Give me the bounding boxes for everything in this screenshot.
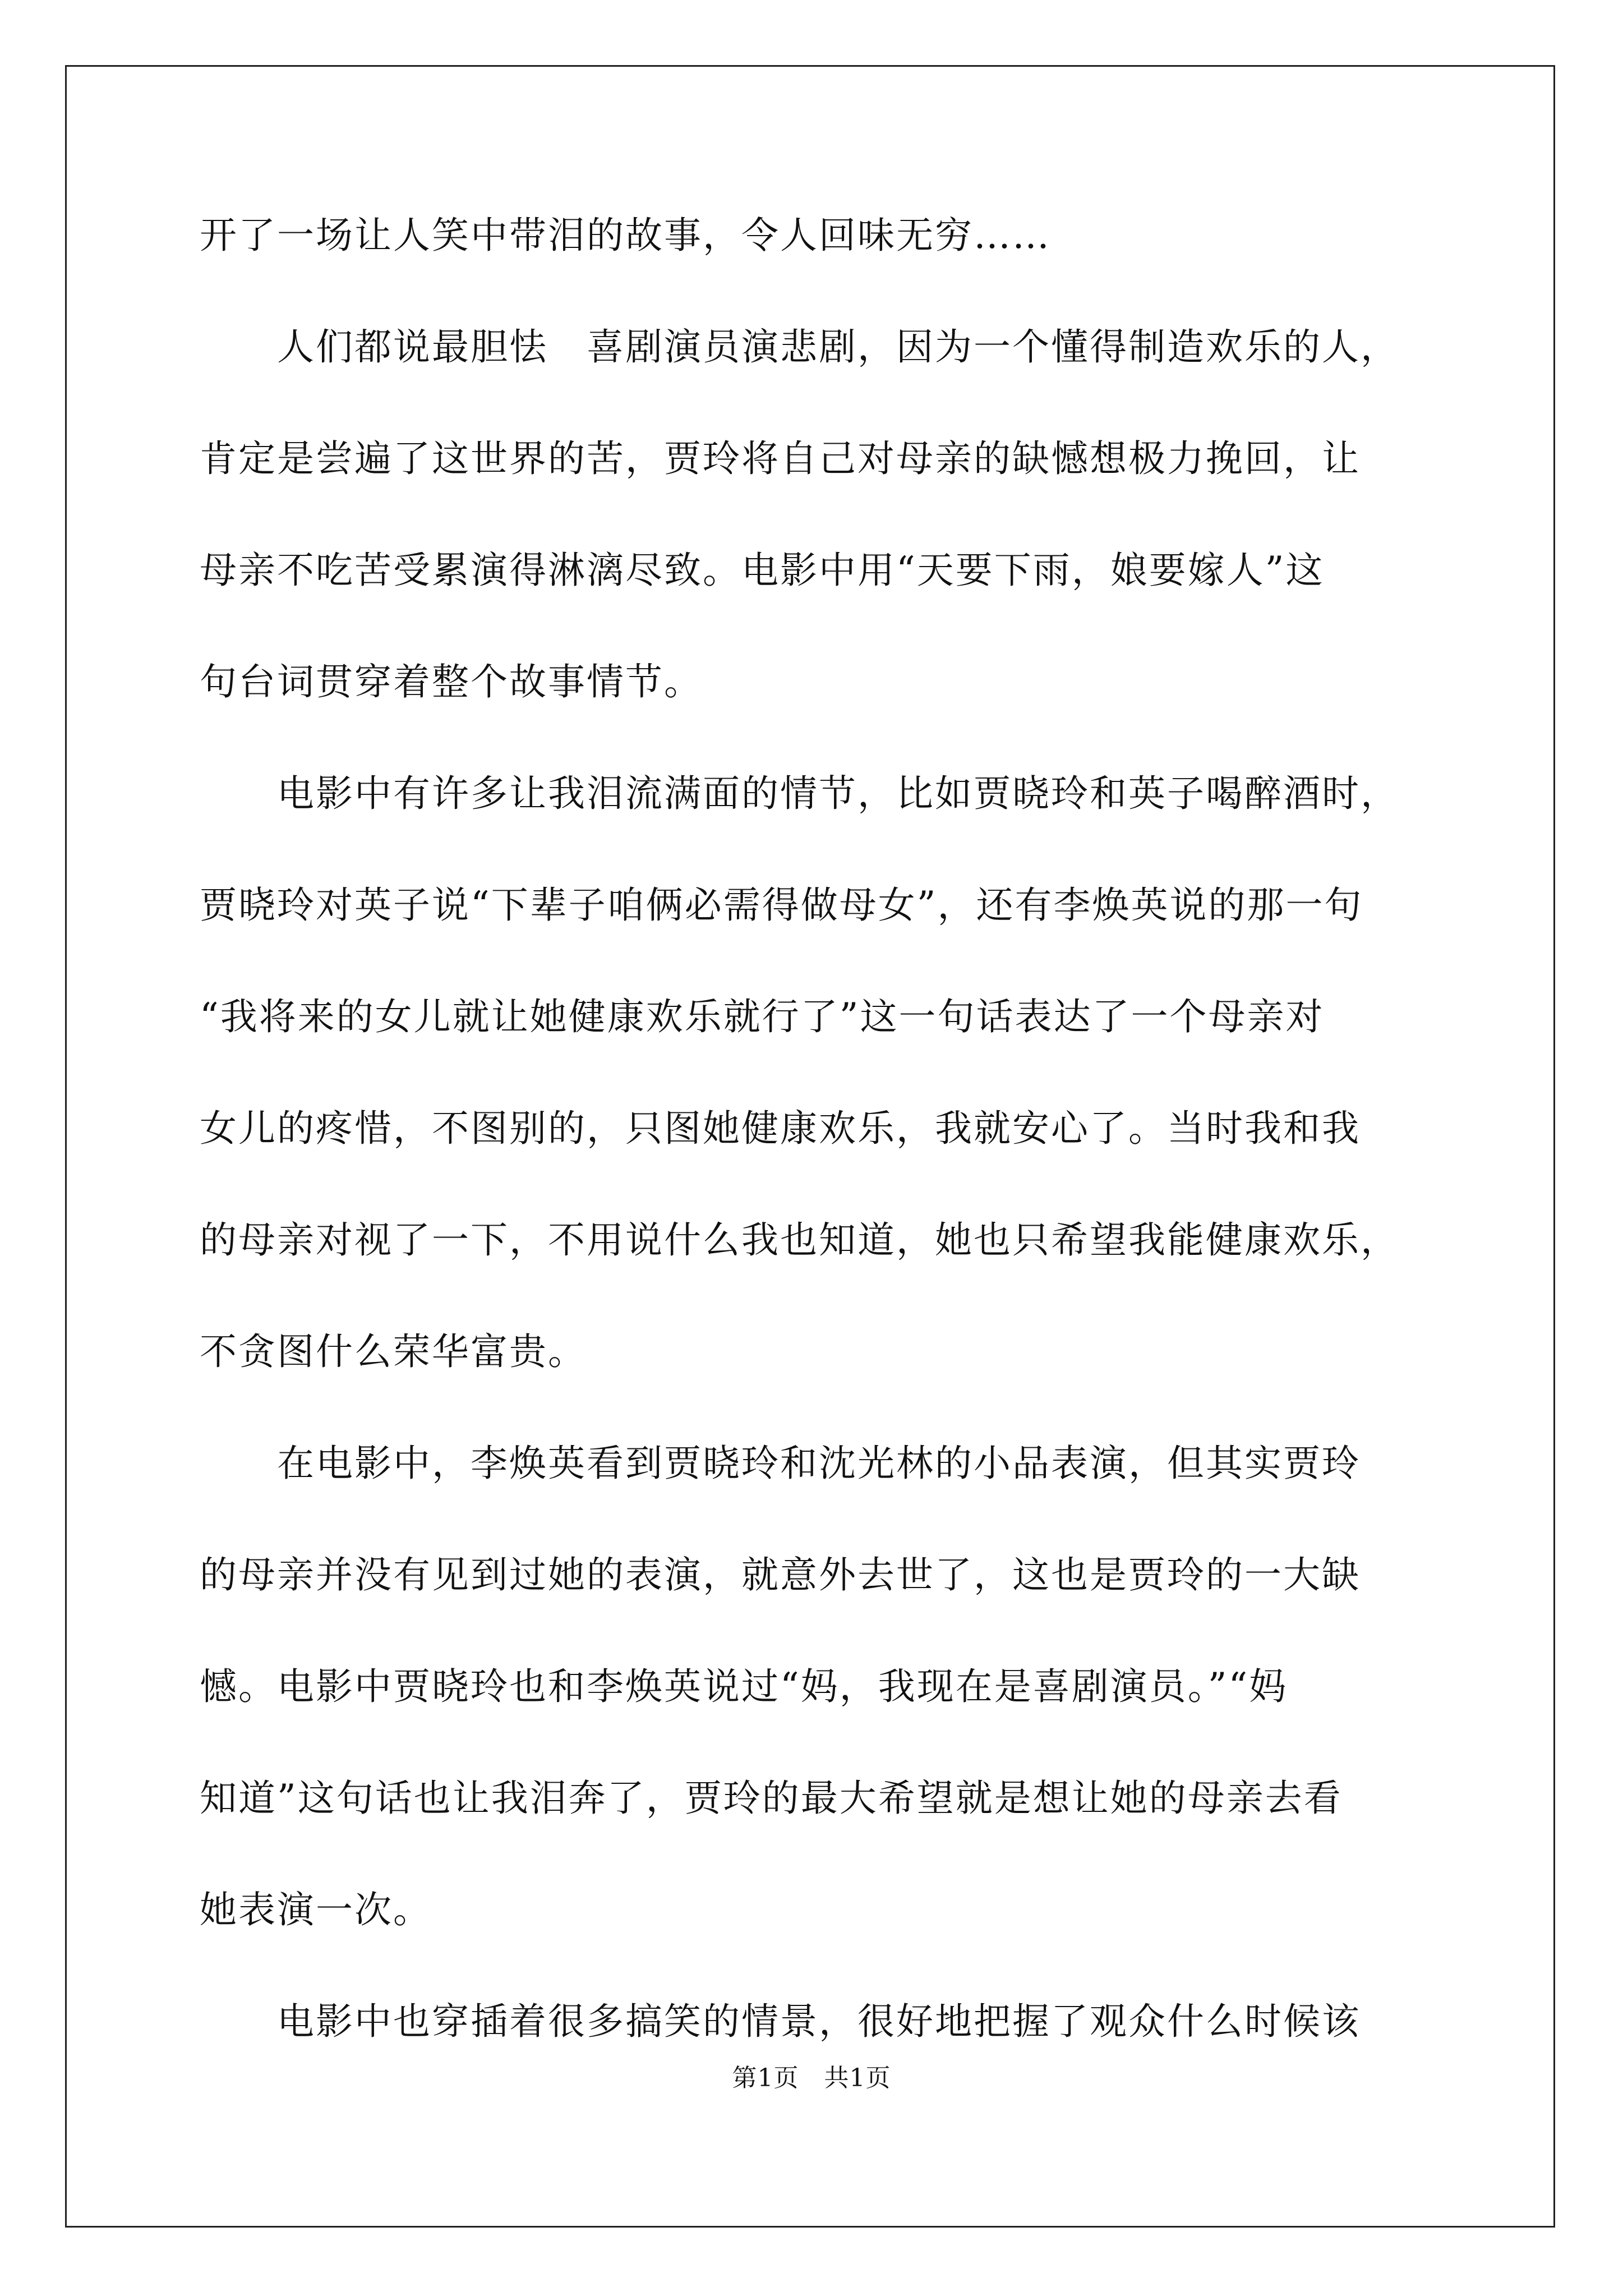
text-line: 开了一场让人笑中带泪的故事，令人回味无穷…… [200,214,1051,257]
text-line: 电影中有许多让我泪流满面的情节，比如贾晓玲和英子喝醉酒时， [200,772,1399,815]
text-line: 的母亲对视了一下，不用说什么我也知道，她也只希望我能健康欢乐， [200,1218,1399,1262]
text-line: 女儿的疼惜，不图别的，只图她健康欢乐，我就安心了。当时我和我 [200,1107,1361,1150]
text-line: 人们都说最胆怯 喜剧演员演悲剧，因为一个懂得制造欢乐的人， [200,325,1399,369]
text-line: 句台词贯穿着整个故事情节。 [200,660,703,703]
text-line: 知道”这句话也让我泪奔了，贾玲的最大希望就是想让她的母亲去看 [200,1777,1343,1820]
text-line: 电影中也穿插着很多搞笑的情景，很好地把握了观众什么时候该 [200,2000,1361,2043]
text-line: 不贪图什么荣华富贵。 [200,1330,587,1373]
text-line: 肯定是尝遍了这世界的苦，贾玲将自己对母亲的缺憾想极力挽回，让 [200,437,1361,480]
text-line: 在电影中，李焕英看到贾晓玲和沈光林的小品表演，但其实贾玲 [200,1442,1361,1485]
text-line: 憾。电影中贾晓玲也和李焕英说过“妈，我现在是喜剧演员。”“妈 [200,1665,1288,1708]
text-line: 母亲不吃苦受累演得淋漓尽致。电影中用“天要下雨，娘要嫁人”这 [200,549,1325,592]
text-line: 她表演一次。 [200,1888,432,1931]
text-line: 的母亲并没有见到过她的表演，就意外去世了，这也是贾玲的一大缺 [200,1553,1361,1596]
text-line: 贾晓玲对英子说“下辈子咱俩必需得做母女”，还有李焕英说的那一句 [200,884,1363,927]
page-footer: 第1页 共1页 [732,2064,891,2092]
text-line: “我将来的女儿就让她健康欢乐就行了”这一句话表达了一个母亲对 [200,995,1325,1038]
